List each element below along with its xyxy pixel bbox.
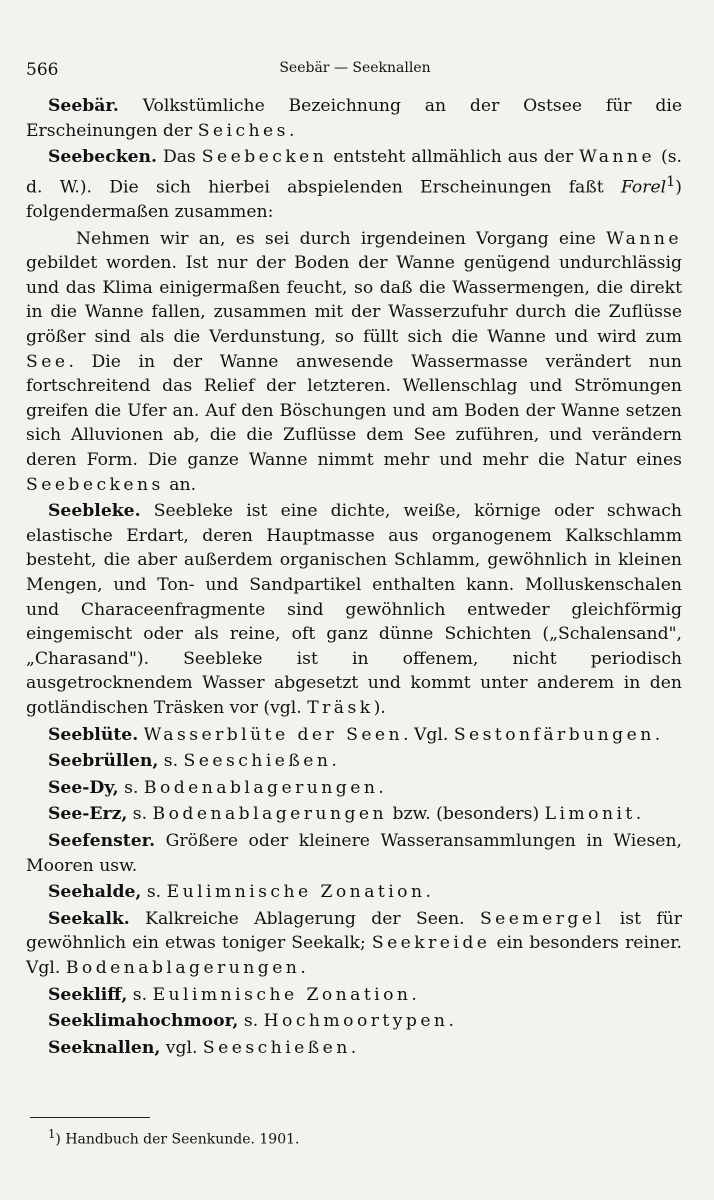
dictionary-body xyxy=(26,94,682,1060)
entry-seeknallen: Seeknallen, vgl. Seeschießen. xyxy=(48,1037,357,1058)
entry-seeklimahochmoor: Seeklimahochmoor, s. Hochmoortypen. xyxy=(48,1011,454,1032)
running-title: Seebär — Seeknallen xyxy=(279,60,431,76)
entry-seekalk: Seekalk. Kalkreiche Ablagerung der Seen. Seemergel ist für gewöhnlich ein etwas toniger Seekalk; Seekreide ein besonders reiner. Vgl. Bodenablagerungen. xyxy=(26,908,682,978)
page-number: 566 xyxy=(26,60,59,80)
entry-seekliff: Seekliff, s. Eulimnische Zonation. xyxy=(48,984,417,1005)
footnote xyxy=(48,1127,299,1148)
entry-seebleke: Seebleke. Seebleke ist eine dichte, weiße, körnige oder schwach elastische Erdart, deren Hauptmasse aus organogenem Kalkschlamm besteht, die aber außerdem organischen Schlamm, gewöhnlich in kleinen Mengen, und Ton- und Sandpartikel enthalten kann. Molluskenschalen und Characeenfragmente sind gewöhnlich entweder gleichförmig eingemischt oder als reine, oft ganz dünne Schichten („Schalensand", „Charasand"). Seebleke ist in offenem, nicht periodisch ausgetrocknendem Wasser abgesetzt und kommt unter anderem in den gotländischen Träsken vor (vgl. Träsk). xyxy=(26,501,682,718)
entry-seebluete: Seeblüte. Wasserblüte der Seen. Vgl. Sestonfärbungen. xyxy=(48,724,661,745)
footnote-ref: 1 xyxy=(666,173,676,190)
footnote-divider xyxy=(30,1117,150,1118)
footnote-marker: 1 xyxy=(48,1127,56,1141)
entry-seebaer: Seebär. Volkstümliche Bezeichnung an der Ostsee für die Erscheinungen der Seiches. xyxy=(26,96,682,141)
entry-seehalde: Seehalde, s. Eulimnische Zonation. xyxy=(48,882,431,903)
entry-see-dy: See-Dy, s. Bodenablagerungen. xyxy=(48,777,384,798)
footnote-text: ) Handbuch der Seenkunde. 1901. xyxy=(55,1131,300,1148)
page-header xyxy=(26,60,684,84)
forel-quote: Nehmen wir an, es sei durch irgendeinen Vorgang eine Wanne gebildet worden. Ist nur der Boden der Wanne genügend undurchlässig und das Klima einigermaßen feucht, so daß die Wassermengen, die direkt in die Wanne fallen, zusammen mit der Wasserzufuhr durch die Zuflüsse größer sind als die Verdunstung, so füllt sich die Wanne und wird zum See. Die in der Wanne anwesende Wassermasse verändert nun fortschreitend das Relief der letzteren. Wellenschlag und Strömungen greifen die Ufer an. Auf den Böschungen und am Boden der Wanne setzen sich Alluvionen ab, die die Zuflüsse dem See zuführen, und verändern deren Form. Die ganze Wanne nimmt mehr und mehr die Natur eines Seebeckens an. xyxy=(26,228,682,495)
entry-seebruellen: Seebrüllen, s. Seeschießen. xyxy=(48,751,337,772)
entry-seefenster: Seefenster. Größere oder kleinere Wasseransammlungen in Wiesen, Mooren usw. xyxy=(26,830,682,876)
entry-seebecken: Seebecken. Das Seebecken entsteht allmählich aus der Wanne (s. d. W.). Die sich hierbei abspielenden Erscheinungen faßt Forel$^1$) folgendermaßen zusammen: xyxy=(26,147,682,223)
entry-see-erz: See-Erz, s. Bodenablagerungen bzw. (besonders) Limonit. xyxy=(48,804,642,825)
